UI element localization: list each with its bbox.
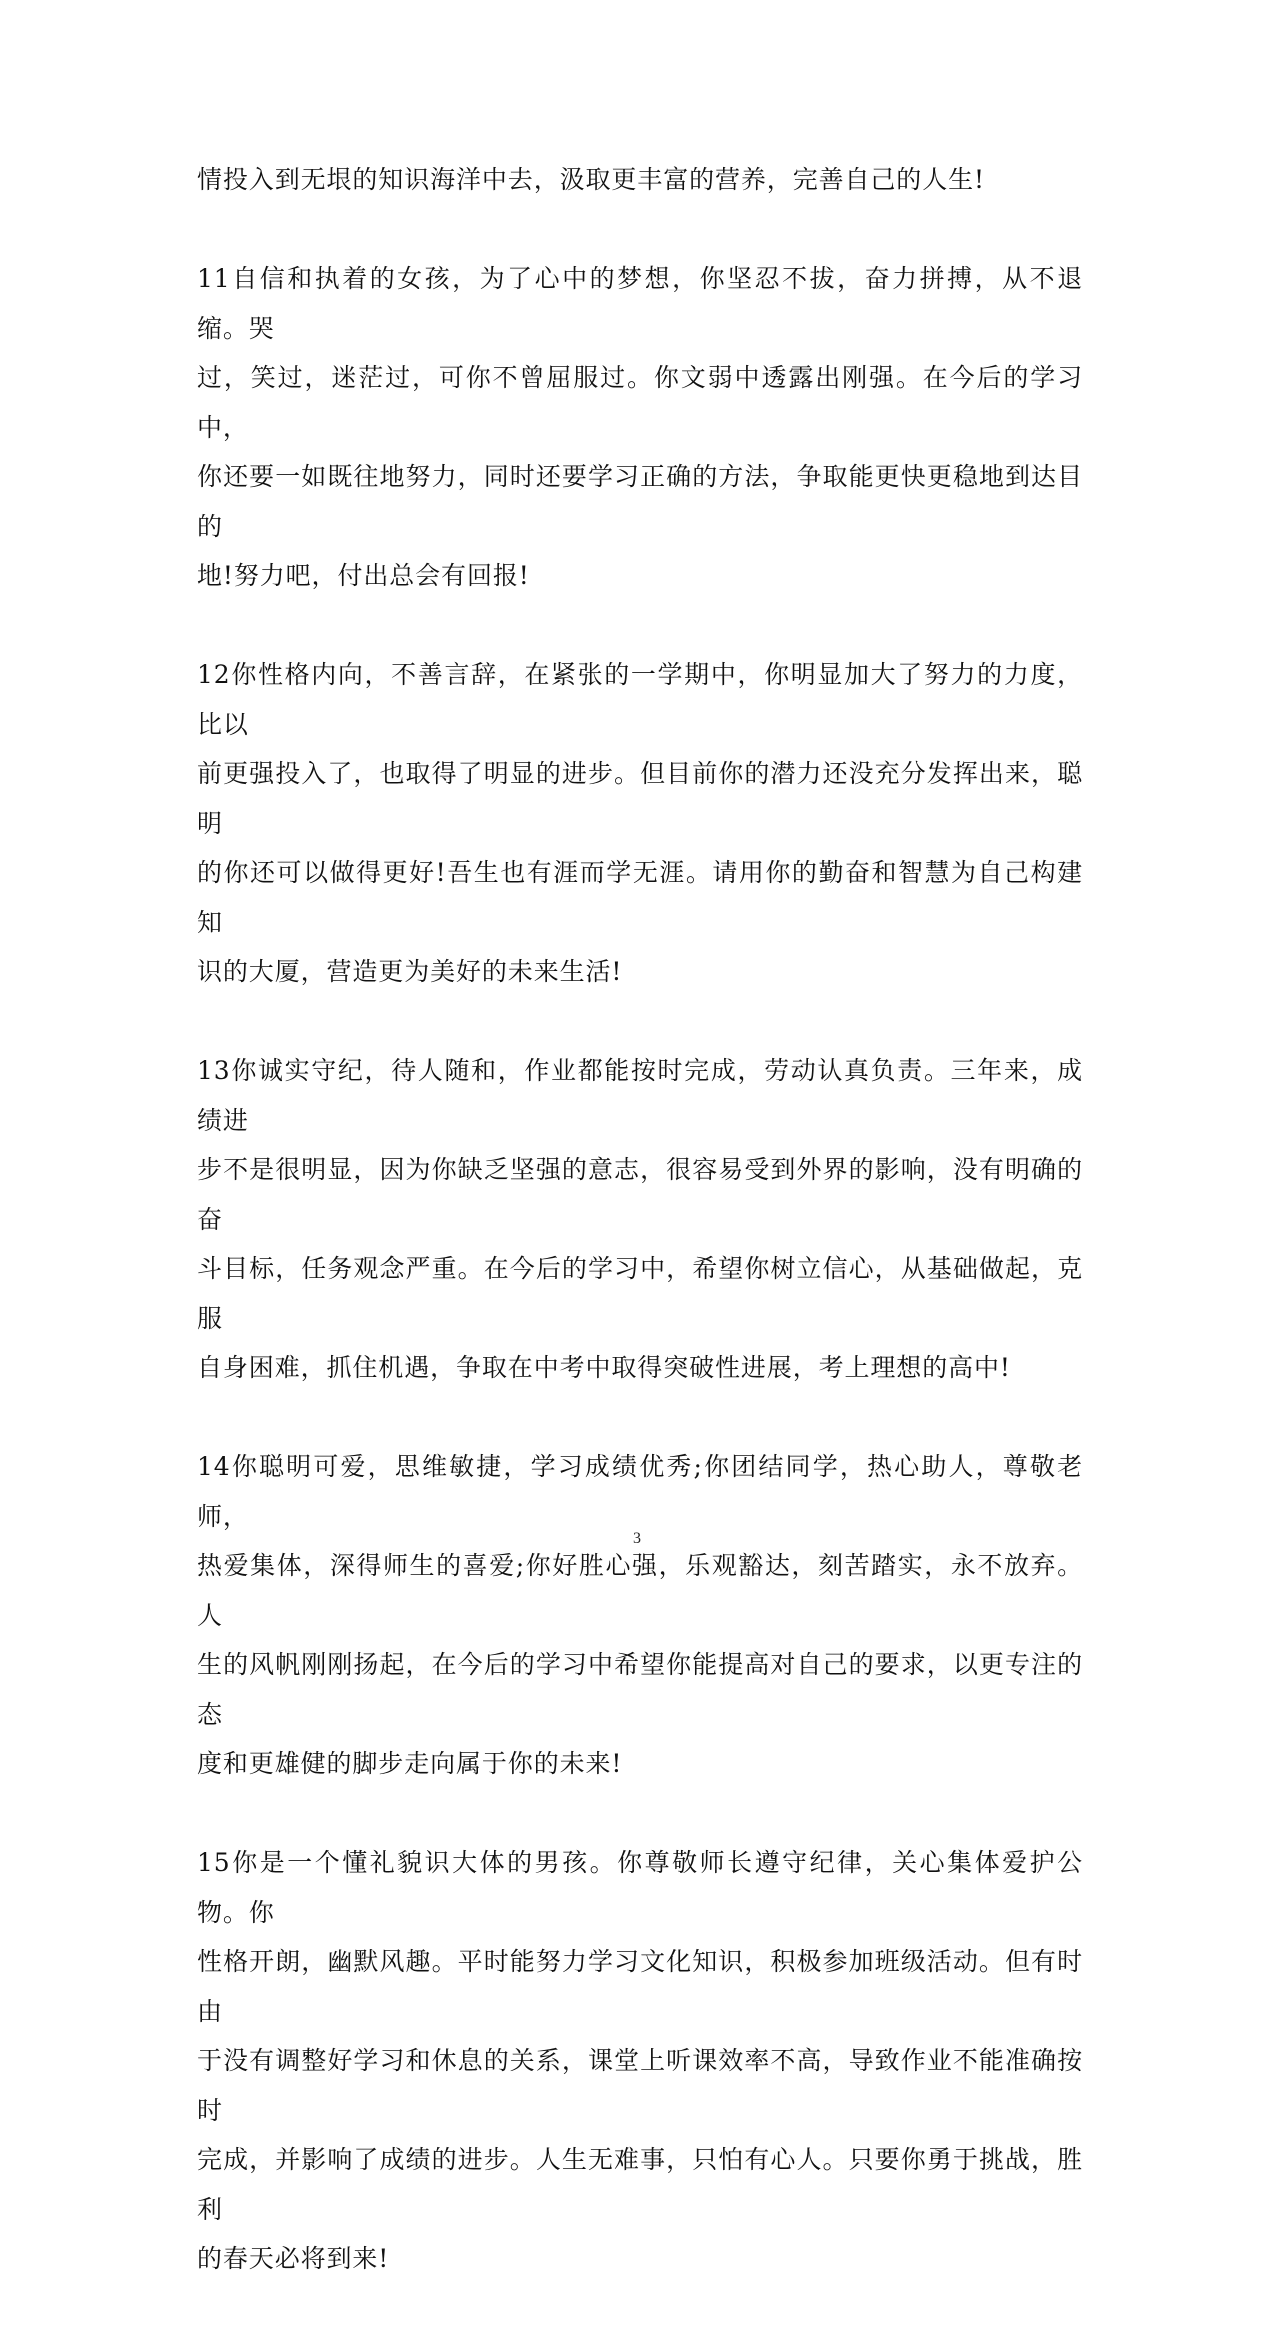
paragraph-comment-13: 13你诚实守纪，待人随和，作业都能按时完成，劳动认真负责。三年来，成绩进 步不是很明显，因为你缺乏坚强的意志，很容易受到外界的影响，没有明确的奋 斗目标，任务观念严重。在今后的学习中，希望你树立信心，从基础做起，克服 自身困难，抓住机遇，争取在中考中取得突破性进展，考上理想的高中! — [197, 1056, 1083, 1382]
paragraph-comment-12: 12你性格内向，不善言辞，在紧张的一学期中，你明显加大了努力的力度，比以 前更强投入了，也取得了明显的进步。但目前你的潜力还没充分发挥出来，聪明 的你还可以做得更好!吾生也有涯而学无涯。请用你的勤奋和智慧为自己构建知 识的大厦，营造更为美好的未来生活! — [197, 660, 1083, 986]
paragraph-continuation: 情投入到无垠的知识海洋中去，汲取更丰富的营养，完善自己的人生! — [197, 165, 985, 194]
document-body — [197, 155, 1083, 2333]
paragraph-comment-11: 11自信和执着的女孩，为了心中的梦想，你坚忍不拔，奋力拼搏，从不退缩。哭 过，笑过，迷茫过，可你不曾屈服过。你文弱中透露出刚强。在今后的学习中， 你还要一如既往地努力，同时还要学习正确的方法，争取能更快更稳地到达目的 地!努力吧，付出总会有回报! — [197, 264, 1083, 590]
paragraph-comment-15: 15你是一个懂礼貌识大体的男孩。你尊敬师长遵守纪律，关心集体爱护公物。你 性格开朗，幽默风趣。平时能努力学习文化知识，积极参加班级活动。但有时由 于没有调整好学习和休息的关系，课堂上听课效率不高，导致作业不能准确按时 完成，并影响了成绩的进步。人生无难事，只怕有心人。只要你勇于挑战，胜利 的春天必将到来! — [197, 1848, 1083, 2273]
paragraph-comment-14: 14你聪明可爱，思维敏捷，学习成绩优秀;你团结同学，热心助人，尊敬老师， 热爱集体，深得师生的喜爱;你好胜心强，乐观豁达，刻苦踏实，永不放弃。人 生的风帆刚刚扬起，在今后的学习中希望你能提高对自己的要求，以更专注的态 度和更雄健的脚步走向属于你的未来! — [197, 1452, 1083, 1778]
page-number: 3 — [633, 1530, 641, 1547]
